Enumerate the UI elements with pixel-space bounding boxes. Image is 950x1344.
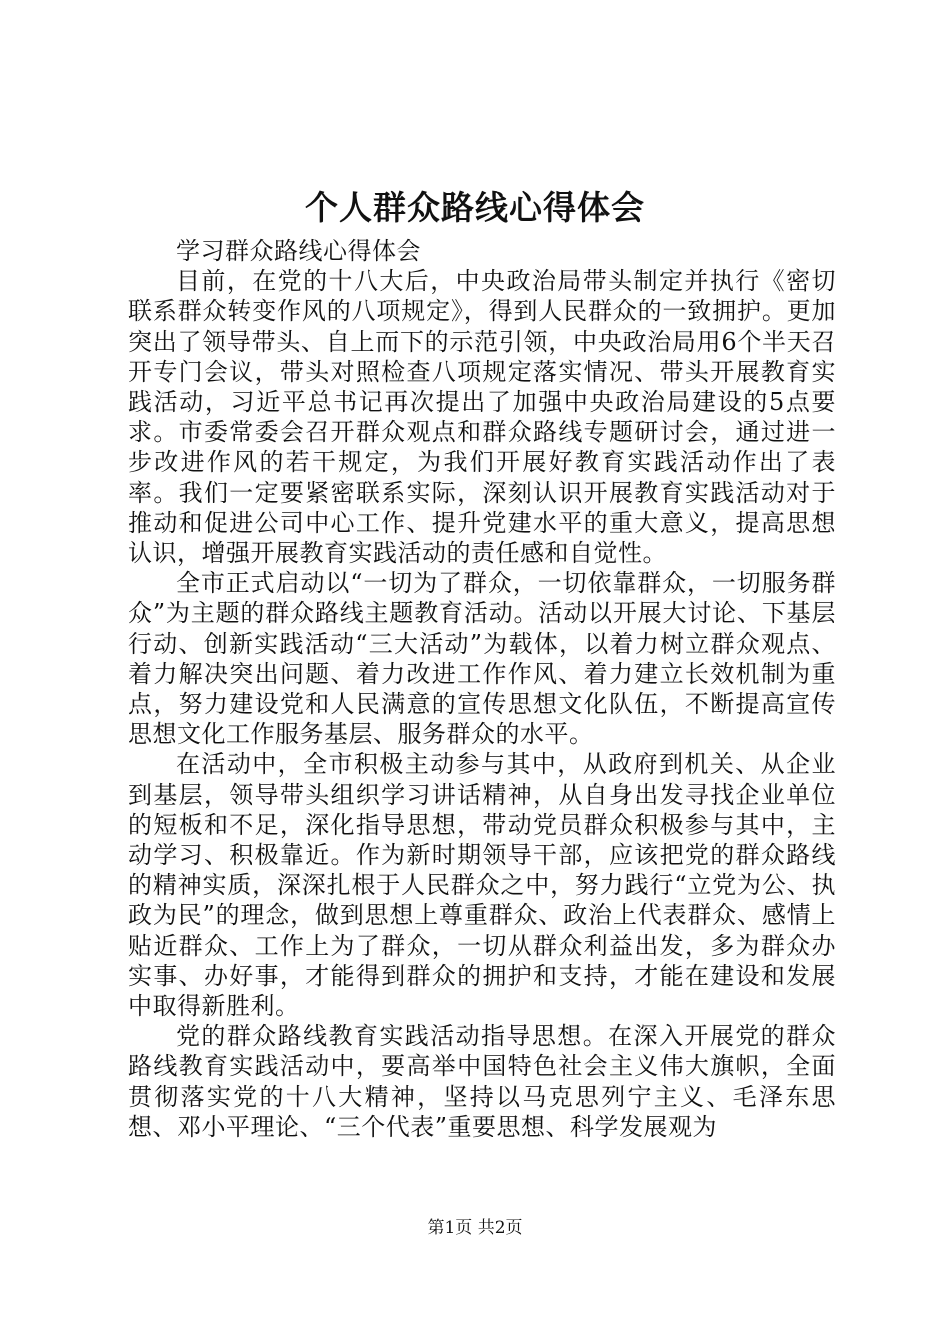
paragraph-2: 全市正式启动以“一切为了群众，一切依靠群众，一切服务群众”为主题的群众路线主题教育活动。活动以开展大讨论、下基层行动、创新实践活动“三大活动”为载体，以着力树立群众观点、着力解决突出问题、着力改进工作作风、着力建立长效机制为重点，努力建设党和人民满意的宣传思想文化队伍，不断提高宣传思想文化工作服务基层、服务群众的水平。 xyxy=(128,569,836,749)
paragraph-3: 在活动中，全市积极主动参与其中，从政府到机关、从企业到基层，领导带头组织学习讲话精神，从自身出发寻找企业单位的短板和不足，深化指导思想，带动党员群众积极参与其中，主动学习、积极靠近。作为新时期领导干部，应该把党的群众路线的精神实质，深深扎根于人民群众之中，努力践行“立党为公、执政为民”的理念，做到思想上尊重群众、政治上代表群众、感情上贴近群众、工作上为了群众，一切从群众利益出发，多为群众办实事、办好事，才能得到群众的拥护和支持，才能在建设和发展中取得新胜利。 xyxy=(128,750,836,1021)
document-subtitle: 学习群众路线心得体会 xyxy=(176,237,421,265)
paragraph-4: 党的群众路线教育实践活动指导思想。在深入开展党的群众路线教育实践活动中，要高举中国特色社会主义伟大旗帜，全面贯彻落实党的十八大精神，坚持以马克思列宁主义、毛泽东思想、邓小平理论、“三个代表”重要思想、科学发展观为 xyxy=(128,1022,836,1141)
document-title: 个人群众路线心得体会 xyxy=(305,188,645,227)
page-number-footer: 第1页 共2页 xyxy=(427,1218,523,1238)
document-body xyxy=(128,236,836,1142)
paragraph-1: 目前，在党的十八大后，中央政治局带头制定并执行《密切联系群众转变作风的八项规定》，得到人民群众的一致拥护。更加突出了领导带头、自上而下的示范引领，中央政治局用6个半天召开专门会议，带头对照检查八项规定落实情况、带头开展教育实践活动，习近平总书记再次提出了加强中央政治局建设的5点要求。市委常委会召开群众观点和群众路线专题研讨会，通过进一步改进作风的若干规定，为我们开展好教育实践活动作出了表率。我们一定要紧密联系实际，深刻认识开展教育实践活动对于推动和促进公司中心工作、提升党建水平的重大意义，提高思想认识，增强开展教育实践活动的责任感和自觉性。 xyxy=(128,267,836,568)
